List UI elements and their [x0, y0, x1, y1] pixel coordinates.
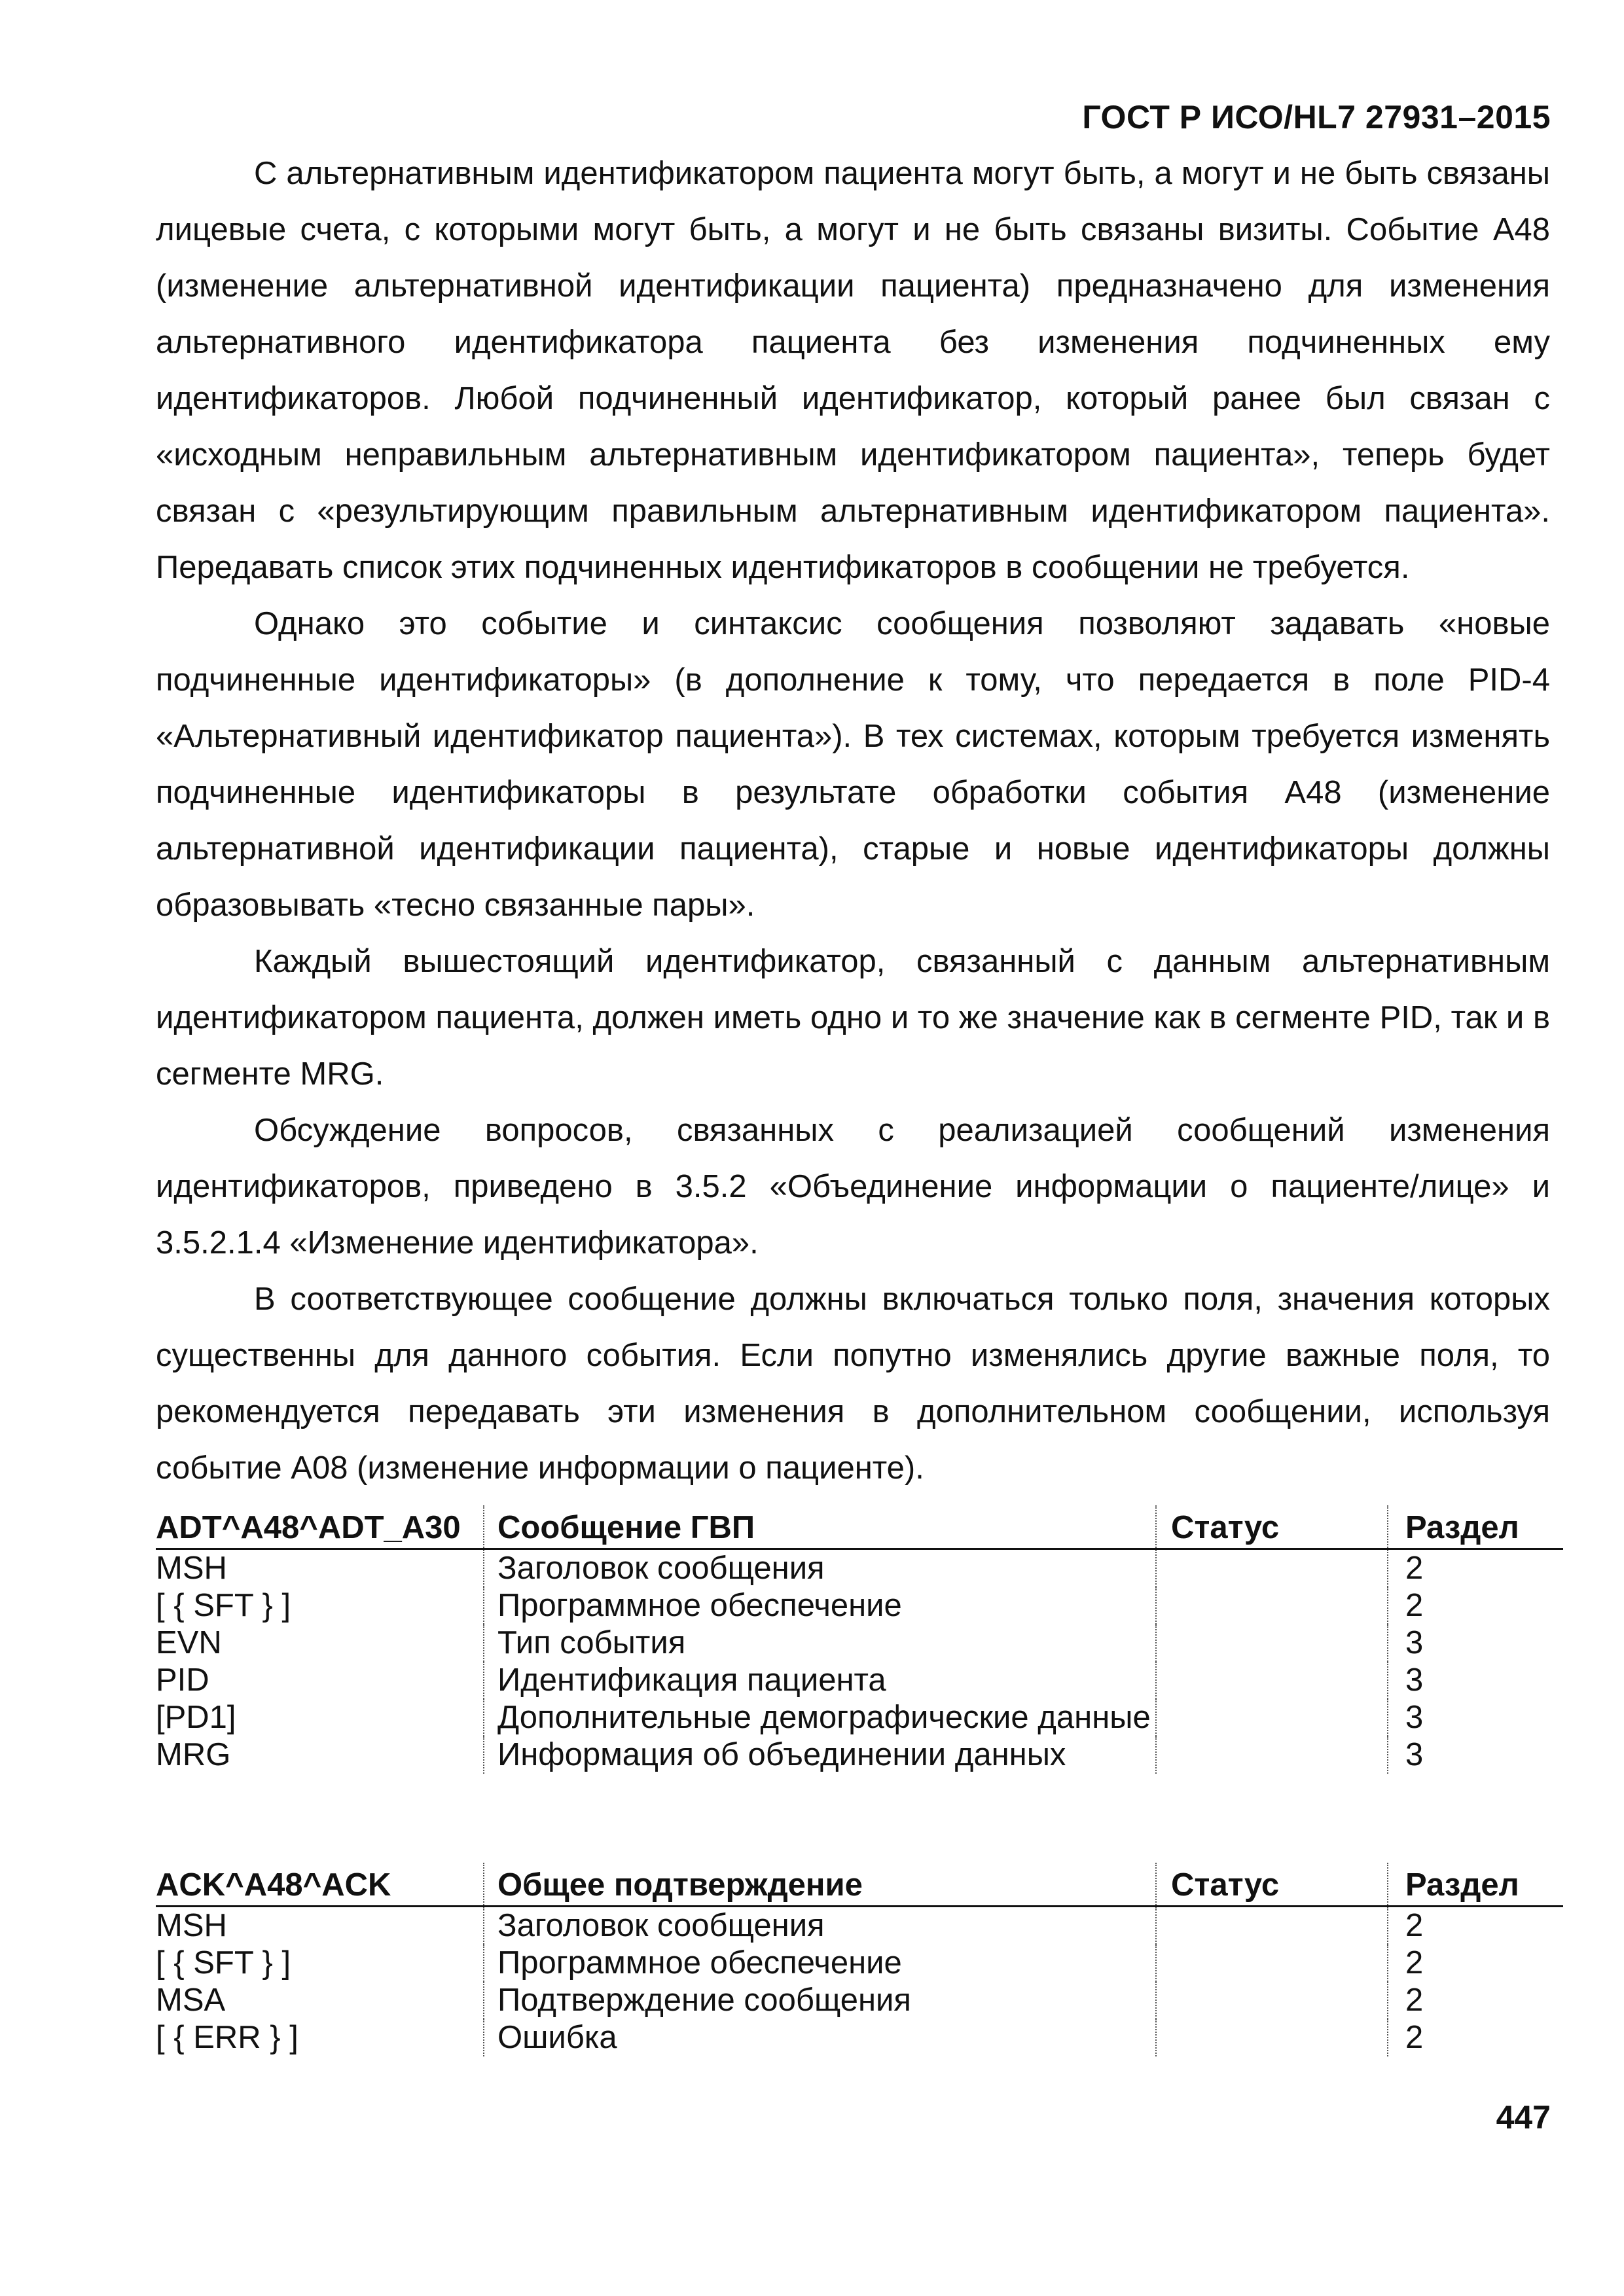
description-cell: Заголовок сообщения [484, 1549, 1156, 1588]
status-cell [1156, 1549, 1388, 1588]
section-cell: 2 [1388, 2019, 1563, 2056]
section-cell: 2 [1388, 1587, 1563, 1624]
table-row [156, 1587, 1563, 1624]
status-cell [1156, 1587, 1388, 1624]
paragraph: Каждый вышестоящий идентификатор, связанный с данным альтернативным идентификатором пациента, должен иметь одно и то же значение как в сегменте PID, так и в сегменте MRG. [156, 944, 1550, 1092]
table-row [156, 1907, 1563, 1945]
status-cell [1156, 1945, 1388, 1982]
section-cell: 2 [1388, 1907, 1563, 1945]
segment-cell: [ { SFT } ] [156, 1588, 291, 1623]
table-row [156, 1736, 1563, 1774]
segment-cell: MSH [156, 1551, 227, 1586]
document-header: ГОСТ Р ИСО/HL7 27931–2015 [1082, 99, 1551, 135]
segment-cell: MSH [156, 1908, 227, 1943]
segment-cell: MSA [156, 1982, 226, 2018]
description-cell: Программное обеспечение [484, 1587, 1156, 1624]
segment-cell: [PD1] [156, 1700, 236, 1735]
status-cell [1156, 1907, 1388, 1945]
paragraph: Однако это событие и синтаксис сообщения позволяют задавать «новые подчиненные идентификаторы» (в дополнение к тому, что передается в поле PID-4 «Альтернативный идентификатор пациента»). В тех системах, которым требуется изменять подчиненные идентификаторы в результате обработки события А48 (изменение альтернативной идентификации пациента), старые и новые идентификаторы должны образовывать «тесно связанные пары». [156, 606, 1550, 923]
table-row [156, 2019, 1563, 2056]
body-text [156, 145, 1550, 1496]
header-cell-structure: ADT^A48^ADT_A30 [156, 1505, 484, 1549]
paragraph: С альтернативным идентификатором пациента могут быть, а могут и не быть связаны лицевые счета, с которыми могут быть, а могут и не быть связаны визиты. Событие А48 (изменение альтернативной идентификации пациента) предназначено для изменения альтернативного идентификатора пациента без изменения подчиненных ему идентификаторов. Любой подчиненный идентификатор, который ранее был связан с «исходным неправильным альтернативным идентификатором пациента», теперь будет связан с «результирующим правильным альтернативным идентификатором пациента». Передавать список этих подчиненных идентификаторов в сообщении не требуется. [156, 156, 1550, 585]
section-cell: 2 [1388, 1982, 1563, 2019]
header-cell-structure: ACK^A48^ACK [156, 1863, 484, 1907]
section-cell: 3 [1388, 1736, 1563, 1774]
section-cell: 3 [1388, 1662, 1563, 1699]
header-cell-status: Статус [1156, 1863, 1388, 1907]
header-cell-description: Общее подтверждение [484, 1863, 1156, 1907]
section-cell: 3 [1388, 1624, 1563, 1662]
section-cell: 2 [1388, 1945, 1563, 1982]
page-number: 447 [1496, 2099, 1551, 2136]
table-row [156, 1699, 1563, 1736]
description-cell: Ошибка [484, 2019, 1156, 2056]
status-cell [1156, 2019, 1388, 2056]
table-row [156, 1662, 1563, 1699]
status-cell [1156, 1624, 1388, 1662]
table-row [156, 1549, 1563, 1588]
status-cell [1156, 1662, 1388, 1699]
ack-a48-message-table [156, 1863, 1563, 2056]
description-cell: Программное обеспечение [484, 1945, 1156, 1982]
header-cell-section: Раздел [1388, 1863, 1563, 1907]
table-header-row [156, 1863, 1563, 1907]
table-header-row [156, 1505, 1563, 1549]
table-row [156, 1945, 1563, 1982]
description-cell: Информация об объединении данных [484, 1736, 1156, 1774]
header-cell-section: Раздел [1388, 1505, 1563, 1549]
description-cell: Заголовок сообщения [484, 1907, 1156, 1945]
paragraph: Обсуждение вопросов, связанных с реализацией сообщений изменения идентификаторов, приведено в 3.5.2 «Объединение информации о пациенте/лице» и 3.5.2.1.4 «Изменение идентификатора». [156, 1113, 1550, 1261]
paragraph: В соответствующее сообщение должны включаться только поля, значения которых существенны для данного события. Если попутно изменялись другие важные поля, то рекомендуется передавать эти изменения в дополнительном сообщении, используя событие А08 (изменение информации о пациенте). [156, 1282, 1550, 1486]
status-cell [1156, 1736, 1388, 1774]
segment-cell: [ { SFT } ] [156, 1945, 291, 1981]
description-cell: Идентификация пациента [484, 1662, 1156, 1699]
status-cell [1156, 1699, 1388, 1736]
table-row [156, 1624, 1563, 1662]
status-cell [1156, 1982, 1388, 2019]
header-cell-status: Статус [1156, 1505, 1388, 1549]
description-cell: Тип события [484, 1624, 1156, 1662]
adt-a48-message-table [156, 1505, 1563, 1774]
segment-cell: PID [156, 1662, 209, 1698]
segment-cell: MRG [156, 1737, 231, 1772]
header-cell-description: Сообщение ГВП [484, 1505, 1156, 1549]
segment-cell: [ { ERR } ] [156, 2020, 298, 2055]
section-cell: 3 [1388, 1699, 1563, 1736]
segment-cell: EVN [156, 1625, 222, 1660]
description-cell: Дополнительные демографические данные [484, 1699, 1156, 1736]
section-cell: 2 [1388, 1549, 1563, 1588]
description-cell: Подтверждение сообщения [484, 1982, 1156, 2019]
table-row [156, 1982, 1563, 2019]
